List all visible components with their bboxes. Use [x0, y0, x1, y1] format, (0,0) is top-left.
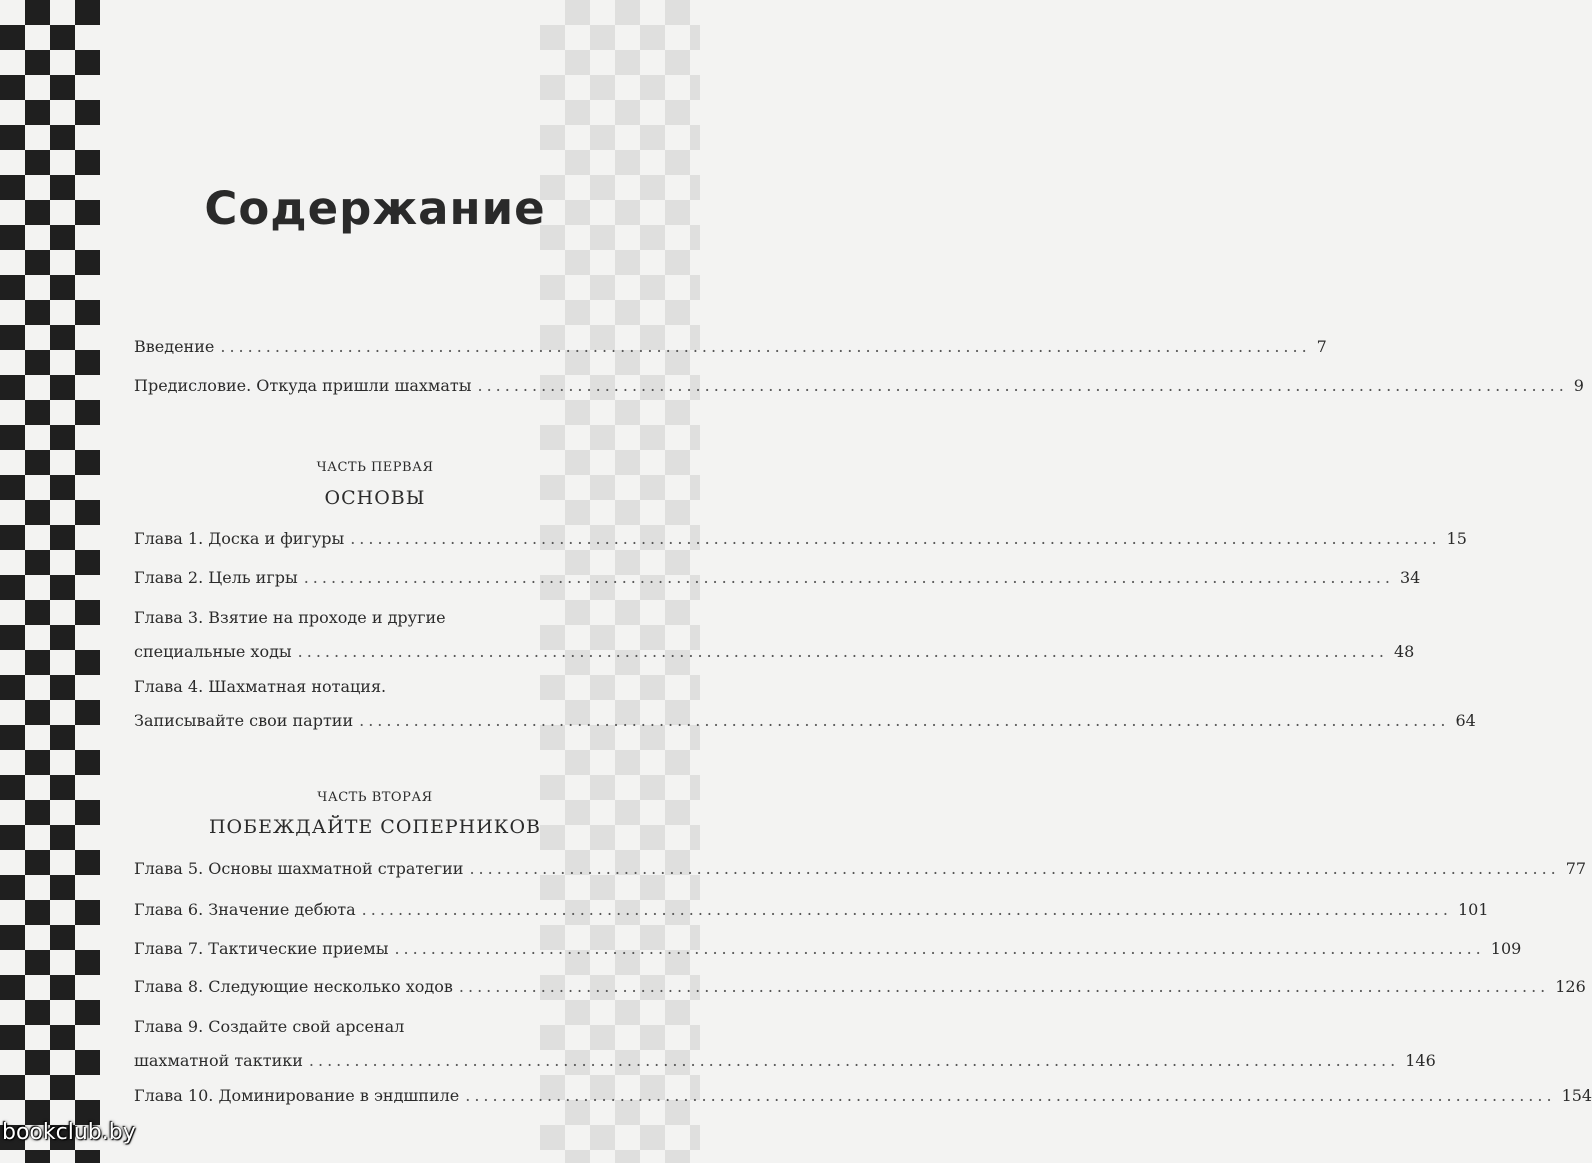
toc-label: специальные ходы [134, 642, 292, 661]
toc-label: Глава 10. Доминирование в эндшпиле [134, 1086, 460, 1105]
toc-entry-chapter-6 [134, 893, 1489, 927]
toc-page-number: 109 [1490, 939, 1522, 958]
toc-label: Глава 2. Цель игры [134, 568, 298, 587]
toc-entry-chapter-9 [134, 1010, 1436, 1078]
dot-leader: ........................................................................................................................ [359, 711, 1450, 730]
toc-entry-chapter-4 [134, 670, 1476, 738]
toc-label-line1: Глава 3. Взятие на проходе и другие [134, 608, 446, 627]
toc-label-line1: Глава 4. Шахматная нотация. [134, 677, 387, 696]
part-two-label: ЧАСТЬ ВТОРАЯ [317, 790, 433, 805]
toc-entry-chapter-3 [134, 601, 1415, 669]
toc-entry-preface [134, 369, 1584, 403]
dot-leader: ........................................................................................................................ [469, 859, 1560, 878]
dot-leader: ........................................................................................................................ [477, 376, 1568, 395]
toc-entry-chapter-2 [134, 561, 1421, 595]
toc-label: Предисловие. Откуда пришли шахматы [134, 376, 472, 395]
toc-label-line1: Глава 9. Создайте свой арсенал [134, 1017, 405, 1036]
toc-label: Глава 8. Следующие несколько ходов [134, 977, 453, 996]
toc-entry-chapter-7 [134, 932, 1522, 966]
toc-page-number: 77 [1565, 859, 1587, 878]
toc-entry-chapter-5 [134, 852, 1587, 886]
toc-entry-chapter-1 [134, 522, 1467, 556]
toc-entry-introduction [134, 330, 1327, 364]
dot-leader: ........................................................................................................................ [458, 977, 1550, 996]
toc-label: Глава 1. Доска и фигуры [134, 529, 345, 548]
toc-entry-chapter-8 [134, 970, 1586, 1004]
toc-page-number: 154 [1561, 1086, 1592, 1105]
toc-entry-chapter-10 [134, 1079, 1592, 1113]
toc-page-number: 101 [1457, 900, 1489, 919]
dot-leader: ........................................................................................................................ [220, 337, 1311, 356]
dot-leader: ........................................................................................................................ [303, 568, 1394, 587]
dot-leader: ........................................................................................................................ [361, 900, 1452, 919]
dot-leader: ........................................................................................................................ [394, 939, 1485, 958]
toc-page-number: 126 [1555, 977, 1586, 996]
toc-page-number: 9 [1573, 376, 1584, 395]
toc-label: шахматной тактики [134, 1051, 303, 1070]
dot-leader: ........................................................................................................................ [350, 529, 1441, 548]
dot-leader: ........................................................................................................................ [308, 1051, 1400, 1070]
dot-leader: ........................................................................................................................ [465, 1086, 1556, 1105]
toc-label: Глава 7. Тактические приемы [134, 939, 389, 958]
toc-page-number: 15 [1446, 529, 1467, 548]
dot-leader: ........................................................................................................................ [297, 642, 1388, 661]
toc-page-number: 48 [1393, 642, 1415, 661]
part-two-title: ПОБЕЖДАЙТЕ СОПЕРНИКОВ [208, 816, 542, 838]
toc-label: Глава 6. Значение дебюта [134, 900, 356, 919]
toc-page-number: 34 [1400, 568, 1421, 587]
toc-label: Записывайте свои партии [134, 711, 354, 730]
toc-label: Введение [134, 337, 215, 356]
checkerboard-border [0, 0, 100, 1163]
page-title: Содержание [204, 182, 546, 235]
site-watermark: bookclub.by [2, 1120, 136, 1145]
toc-page-number: 7 [1316, 337, 1327, 356]
part-one-label: ЧАСТЬ ПЕРВАЯ [316, 460, 434, 475]
toc-page-number: 64 [1455, 711, 1476, 730]
part-one-title: ОСНОВЫ [324, 487, 426, 509]
toc-label: Глава 5. Основы шахматной стратегии [134, 859, 464, 878]
toc-page-number: 146 [1405, 1051, 1436, 1070]
